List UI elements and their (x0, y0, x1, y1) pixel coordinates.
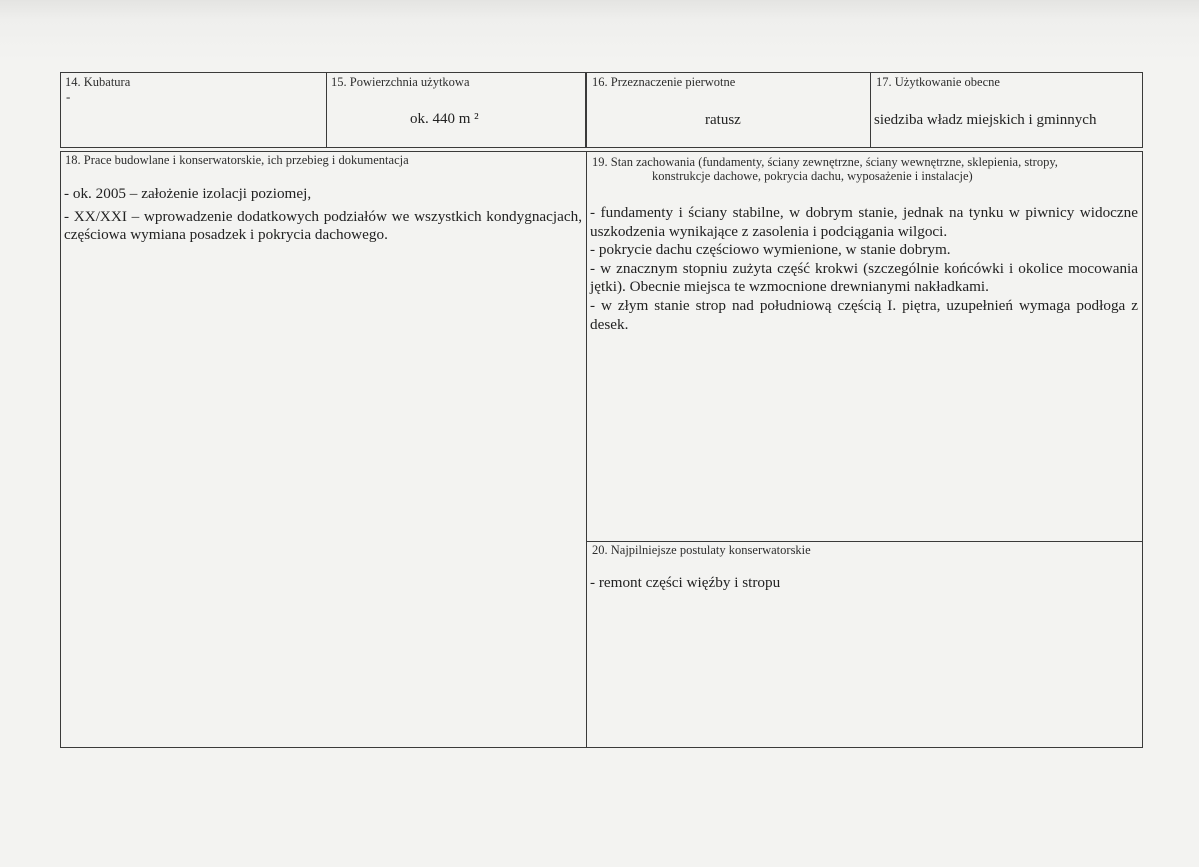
field-18-line-1: - ok. 2005 – założenie izolacji poziomej, (64, 185, 312, 202)
field-20-box (586, 541, 1143, 748)
field-19-line-3: - w znacznym stopniu zużyta część krokwi (szczególnie końcówki i okolice mocowania jętki). Obecnie miejsca te wzmocnione drewnianymi nakładkami. (590, 259, 1138, 296)
field-18-label: 18. Prace budowlane i konserwatorskie, ich przebieg i dokumentacja (65, 153, 409, 167)
field-17-label: 17. Użytkowanie obecne (876, 75, 1000, 89)
field-19-label-line-2: konstrukcje dachowe, pokrycia dachu, wyposażenie i instalacje) (652, 169, 973, 183)
field-19-label-line-1: 19. Stan zachowania (fundamenty, ściany zewnętrzne, ściany wewnętrzne, sklepienia, stropy, (592, 155, 1058, 169)
field-17-value: siedziba władz miejskich i gminnych (874, 112, 1097, 128)
field-19-line-2: - pokrycie dachu częściowo wymienione, w stanie dobrym. (590, 241, 951, 259)
field-16-value: ratusz (705, 112, 741, 128)
field-15-value: ok. 440 m ² (410, 111, 479, 127)
field-19-line-1: - fundamenty i ściany stabilne, w dobrym stanie, jednak na tynku w piwnicy widoczne uszkodzenia wynikające z zasolenia i podciągania wilgoci. (590, 204, 1138, 240)
field-14-label: 14. Kubatura (65, 75, 131, 89)
field-19-text (590, 204, 1138, 334)
field-20-text (590, 574, 1138, 593)
field-15-label: 15. Powierzchnia użytkowa (331, 75, 470, 89)
field-18-line-2: - XX/XXI – wprowadzenie dodatkowych podziałów we wszystkich kondygnacjach, częściowa wymiana posadzek i pokrycia dachowego. (64, 207, 582, 244)
field-14-value: - (66, 89, 71, 104)
field-16-label: 16. Przeznaczenie pierwotne (592, 75, 736, 89)
field-18-text (64, 185, 582, 245)
field-20-label: 20. Najpilniejsze postulaty konserwatorskie (592, 543, 811, 557)
field-19-line-4: - w złym stanie strop nad południową częścią I. piętra, uzupełnień wymaga podłoga z desek. (590, 296, 1138, 333)
field-20-line-1: - remont części więźby i stropu (590, 574, 781, 591)
